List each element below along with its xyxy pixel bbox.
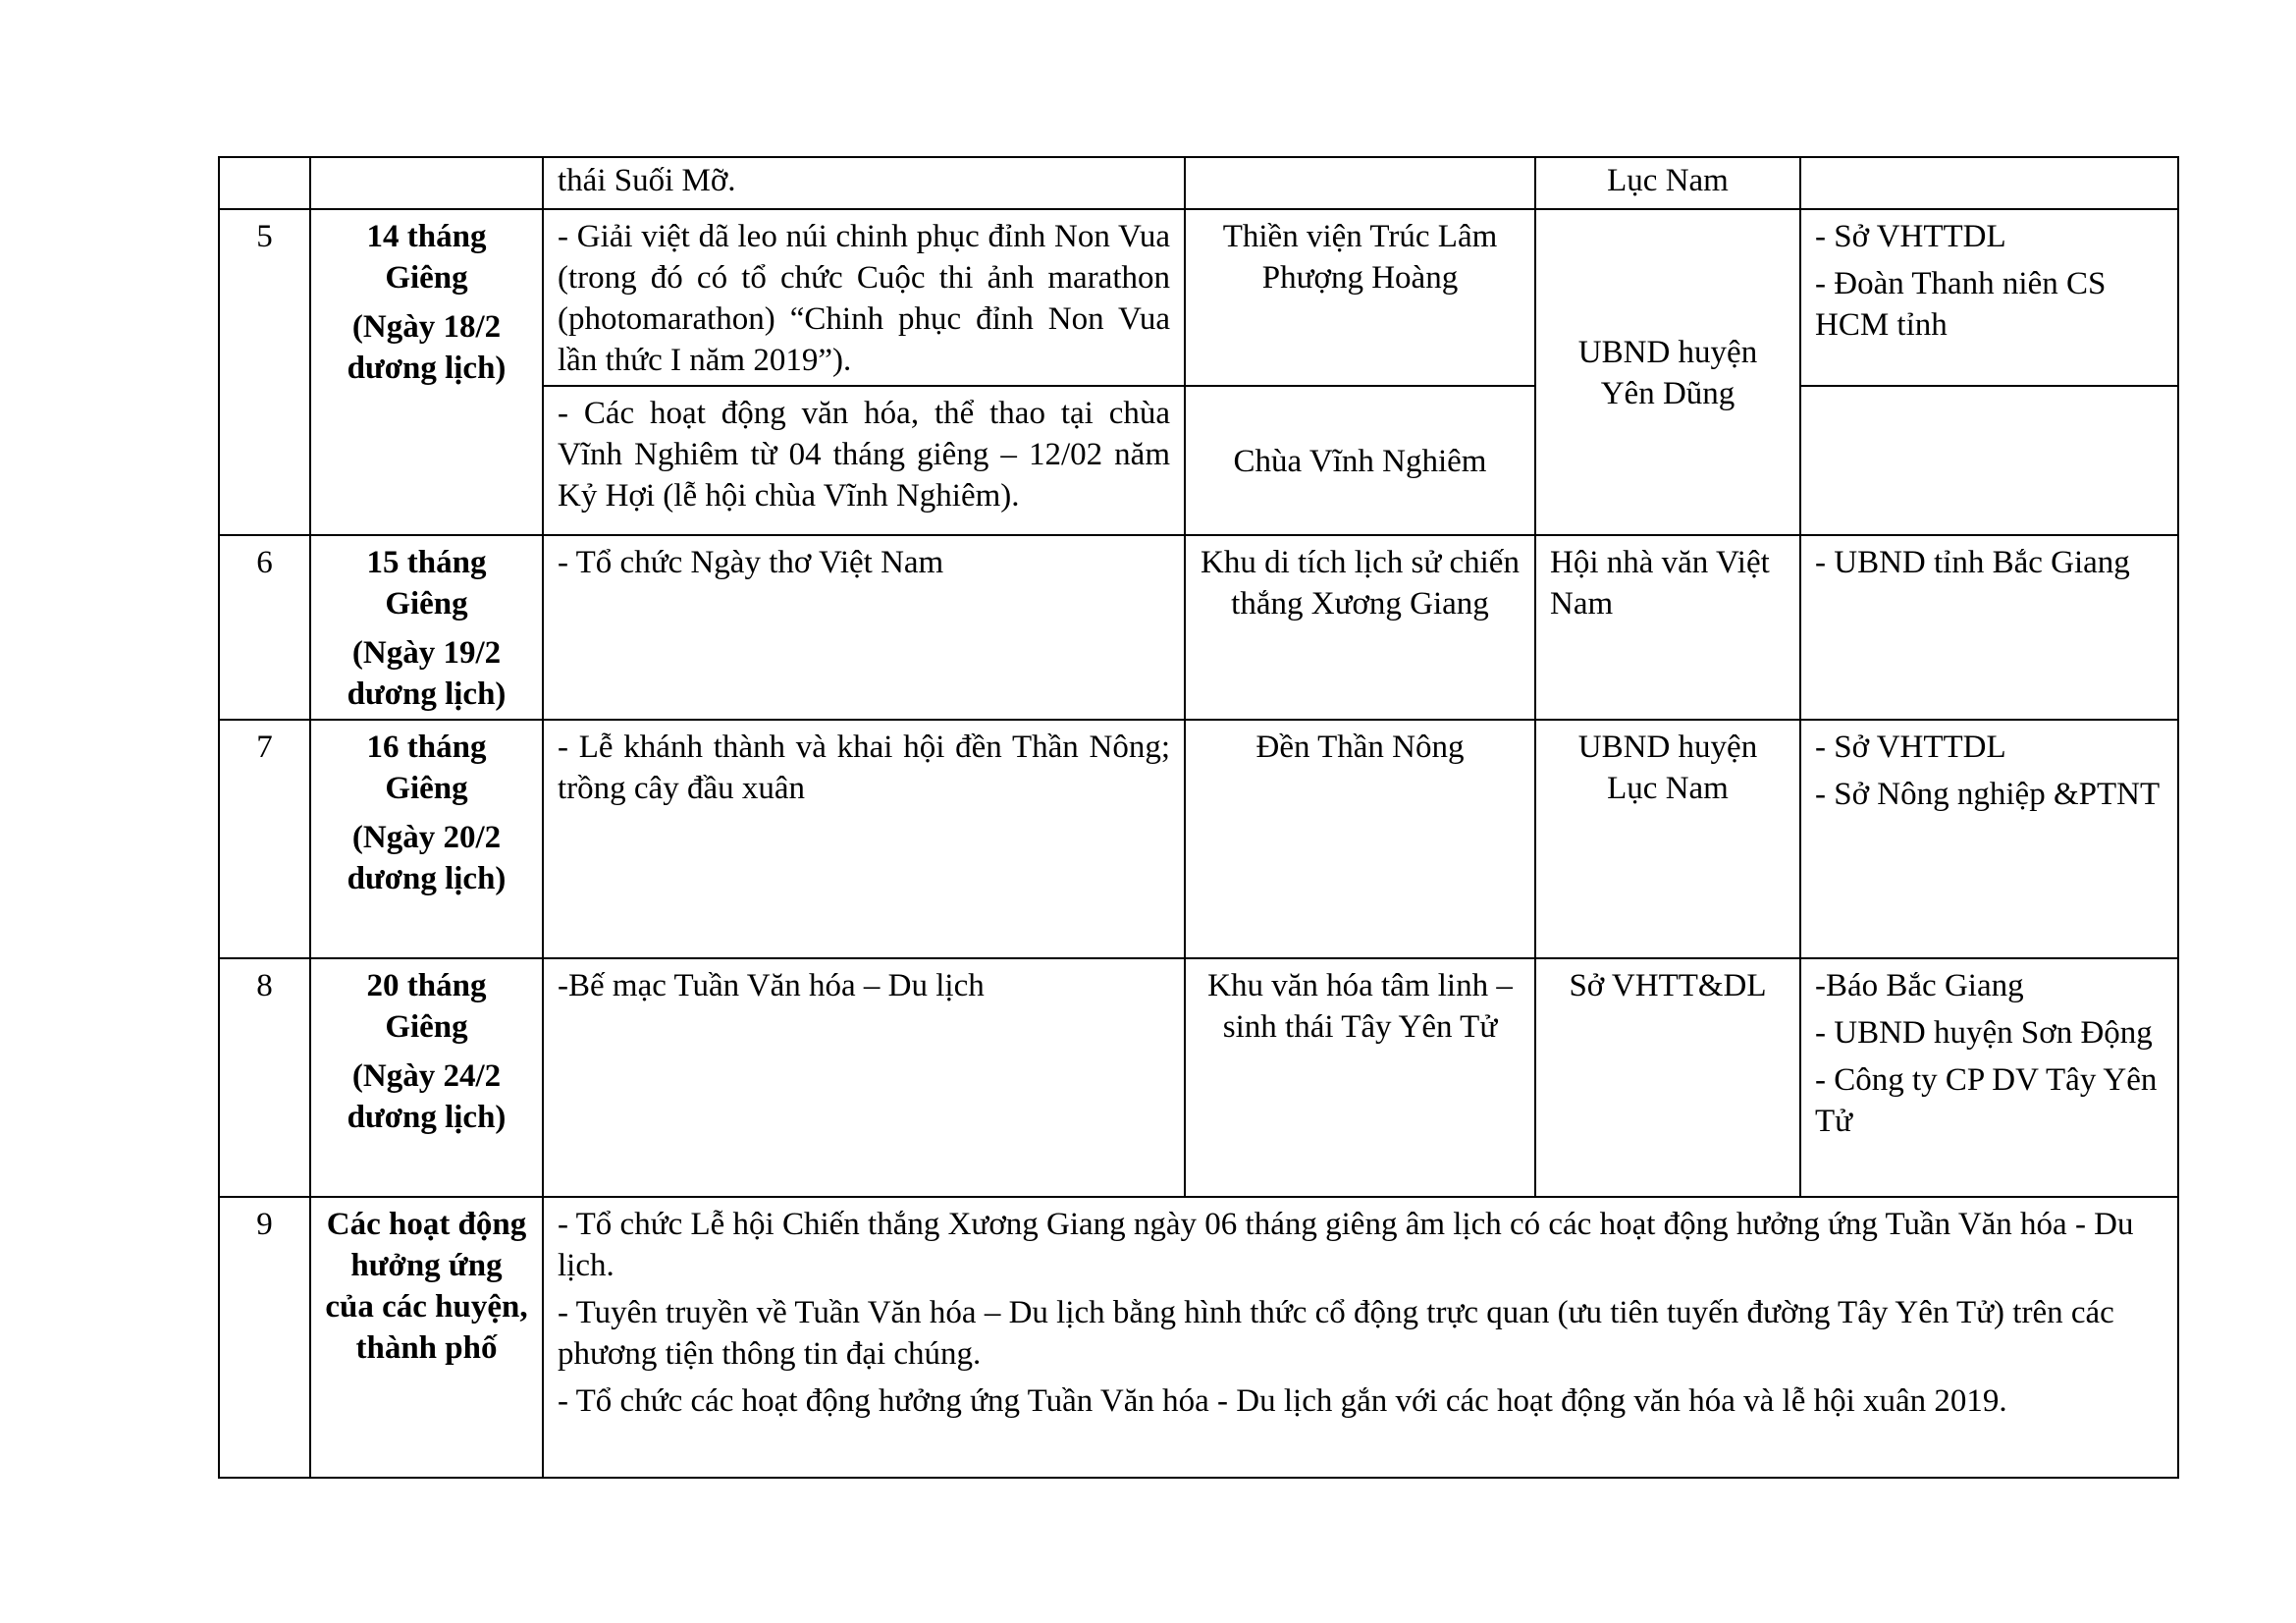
host-cell: Lục Nam xyxy=(1535,157,1800,209)
activity-item: - Tổ chức các hoạt động hưởng ứng Tuần Văn hóa - Du lịch gắn với các hoạt động văn hóa và lễ hội xuân 2019. xyxy=(558,1383,2007,1419)
row-number: 9 xyxy=(219,1197,310,1478)
location-cell: Chùa Vĩnh Nghiêm xyxy=(1185,386,1535,535)
lunar-date: 16 tháng Giêng xyxy=(366,730,487,806)
schedule-table xyxy=(218,156,2179,1479)
table-row xyxy=(219,958,2178,1197)
coord-item: - UBND huyện Sơn Động xyxy=(1815,1015,2153,1051)
table-row xyxy=(219,209,2178,386)
date-cell xyxy=(310,720,543,958)
solar-date: (Ngày 20/2 dương lịch) xyxy=(347,820,507,896)
coord-cell xyxy=(1800,157,2178,209)
lunar-date: 20 tháng Giêng xyxy=(366,968,487,1045)
lunar-date: 15 tháng Giêng xyxy=(366,545,487,622)
activity-cell: - Lễ khánh thành và khai hội đền Thần Nông; trồng cây đầu xuân xyxy=(543,720,1185,958)
location-cell: Khu văn hóa tâm linh – sinh thái Tây Yên Tử xyxy=(1185,958,1535,1197)
solar-date: (Ngày 24/2 dương lịch) xyxy=(347,1058,507,1135)
coord-item: - Sở VHTTDL xyxy=(1815,219,2006,254)
table-row xyxy=(219,720,2178,958)
coord-cell xyxy=(1800,720,2178,958)
table-row xyxy=(219,1197,2178,1478)
host-cell: Hội nhà văn Việt Nam xyxy=(1535,535,1800,720)
coord-cell xyxy=(1800,958,2178,1197)
coord-item: - Sở VHTTDL xyxy=(1815,730,2006,765)
table-row xyxy=(219,535,2178,720)
row-number: 5 xyxy=(219,209,310,535)
activity-item: - Tổ chức Lễ hội Chiến thắng Xương Giang ngày 06 tháng giêng âm lịch có các hoạt động hưởng ứng Tuần Văn hóa - Du lịch. xyxy=(558,1207,2134,1283)
location-cell xyxy=(1185,157,1535,209)
date-cell xyxy=(310,958,543,1197)
solar-date: (Ngày 18/2 dương lịch) xyxy=(347,309,507,386)
activity-cell: -Bế mạc Tuần Văn hóa – Du lịch xyxy=(543,958,1185,1197)
coord-item: -Báo Bắc Giang xyxy=(1815,968,2024,1003)
activity-item: - Tuyên truyền về Tuần Văn hóa – Du lịch bằng hình thức cổ động trực quan (ưu tiên tuyến đường Tây Yên Tử) trên các phương tiện thông tin đại chúng. xyxy=(558,1295,2114,1372)
host-cell: UBND huyện Yên Dũng xyxy=(1535,209,1800,535)
coord-item: - Đoàn Thanh niên CS HCM tỉnh xyxy=(1815,266,2107,343)
location-cell: Thiền viện Trúc Lâm Phượng Hoàng xyxy=(1185,209,1535,386)
host-cell: UBND huyện Lục Nam xyxy=(1535,720,1800,958)
host-cell: Sở VHTT&DL xyxy=(1535,958,1800,1197)
coord-cell xyxy=(1800,386,2178,535)
activity-cell: - Tổ chức Ngày thơ Việt Nam xyxy=(543,535,1185,720)
activity-cell: - Giải việt dã leo núi chinh phục đỉnh Non Vua (trong đó có tổ chức Cuộc thi ảnh marathon (photomarathon) “Chinh phục đỉnh Non Vua lần thức I năm 2019”). xyxy=(543,209,1185,386)
date-cell xyxy=(310,535,543,720)
coord-cell xyxy=(1800,535,2178,720)
row-number: 6 xyxy=(219,535,310,720)
row-number: 8 xyxy=(219,958,310,1197)
num-cell xyxy=(219,157,310,209)
solar-date: (Ngày 19/2 dương lịch) xyxy=(347,635,507,712)
coord-cell xyxy=(1800,209,2178,386)
lunar-date: 14 tháng Giêng xyxy=(366,219,487,296)
coord-item: - Sở Nông nghiệp &PTNT xyxy=(1815,777,2161,812)
activity-cell: thái Suối Mỡ. xyxy=(543,157,1185,209)
date-cell xyxy=(310,157,543,209)
table-row xyxy=(219,157,2178,209)
coord-item: - Công ty CP DV Tây Yên Tử xyxy=(1815,1062,2158,1139)
location-cell: Đền Thần Nông xyxy=(1185,720,1535,958)
coord-item: - UBND tỉnh Bắc Giang xyxy=(1815,545,2130,580)
date-cell: Các hoạt động hưởng ứng của các huyện, thành phố xyxy=(310,1197,543,1478)
location-cell: Khu di tích lịch sử chiến thắng Xương Giang xyxy=(1185,535,1535,720)
date-cell xyxy=(310,209,543,535)
activity-cell xyxy=(543,1197,2178,1478)
row-number: 7 xyxy=(219,720,310,958)
activity-cell: - Các hoạt động văn hóa, thể thao tại chùa Vĩnh Nghiêm từ 04 tháng giêng – 12/02 năm Kỷ Hợi (lễ hội chùa Vĩnh Nghiêm). xyxy=(543,386,1185,535)
